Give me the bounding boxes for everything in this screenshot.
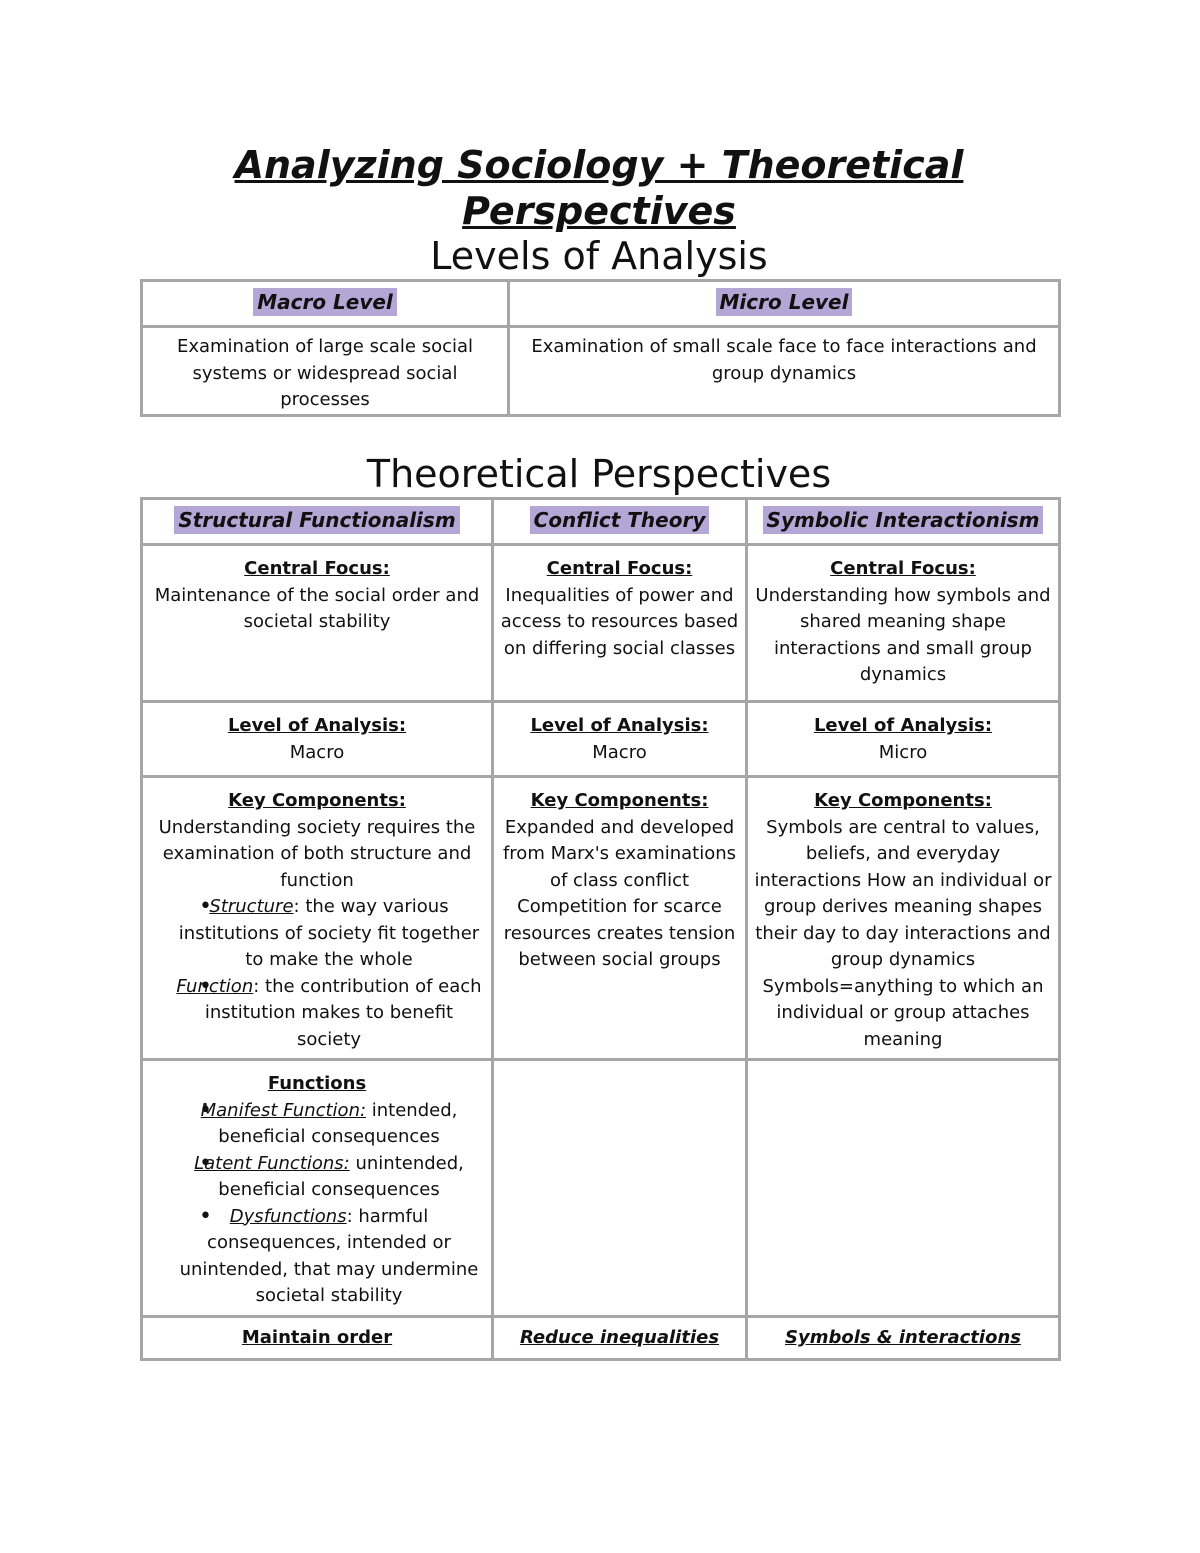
si-key-text: Symbols are central to values, beliefs, and everyday interactions How an individual or group derives meaning shapes their day to day interactions and group dynamics Symbols=anything to which an individual or group attaches meaning — [754, 816, 1052, 1050]
functions-list — [149, 1098, 485, 1310]
perspectives-heading: Theoretical Perspectives — [366, 452, 832, 496]
manifest-text: intended, beneficial consequences — [218, 1099, 458, 1147]
central-focus-label: Central Focus: — [244, 558, 390, 579]
sf-key-intro: Understanding society requires the examination of both structure and function — [158, 816, 476, 891]
si-level: Micro — [878, 741, 928, 763]
key-components-label: Key Components: — [228, 790, 406, 811]
si-central-focus-cell — [747, 545, 1060, 702]
ct-empty-cell — [493, 1060, 747, 1317]
sf-level-cell — [142, 702, 493, 777]
function-text: : the contribution of each institution makes to benefit society — [204, 975, 482, 1050]
document-title: Analyzing Sociology + Theoretical Perspectives — [234, 143, 964, 233]
micro-description: Examination of small scale face to face interactions and group dynamics — [509, 327, 1060, 416]
central-focus-label: Central Focus: — [546, 558, 693, 579]
macro-description: Examination of large scale social systems or widespread social processes — [142, 327, 509, 416]
level-label: Level of Analysis: — [813, 715, 993, 736]
si-key-components-cell — [747, 777, 1060, 1060]
levels-heading: Levels of Analysis — [430, 234, 768, 278]
structure-term: Structure — [209, 896, 294, 917]
key-components-label: Key Components: — [530, 790, 709, 811]
sf-key-list — [149, 894, 485, 1053]
dysfunction-text: : harmful consequences, intended or unintended, that may undermine societal stability — [179, 1205, 479, 1306]
si-header-cell — [747, 499, 1060, 545]
structure-list-item — [159, 894, 485, 974]
sf-level: Macro — [289, 741, 345, 763]
sf-functions-cell — [142, 1060, 493, 1317]
macro-header-cell — [142, 281, 509, 327]
functions-label: Functions — [267, 1073, 367, 1094]
theoretical-perspectives-table — [140, 497, 1061, 1361]
ct-key-text: Expanded and developed from Marx's examinations of class conflict Competition for scarce resources creates tension between social groups — [502, 816, 737, 970]
ct-summary: Reduce inequalities — [493, 1317, 747, 1360]
ct-central-focus: Inequalities of power and access to resources based on differing social classes — [500, 584, 739, 659]
sf-header-cell — [142, 499, 493, 545]
si-empty-cell — [747, 1060, 1060, 1317]
structural-functionalism-header: Structural Functionalism — [174, 506, 459, 534]
central-focus-label: Central Focus: — [830, 558, 976, 579]
latent-function-item — [159, 1151, 485, 1204]
conflict-theory-header: Conflict Theory — [530, 506, 710, 534]
sf-central-focus: Maintenance of the social order and societal stability — [154, 584, 480, 632]
latent-text: unintended, beneficial consequences — [218, 1152, 464, 1200]
key-components-label: Key Components: — [814, 790, 992, 811]
micro-header-cell — [509, 281, 1060, 327]
ct-level: Macro — [592, 741, 647, 763]
function-term: Function — [176, 975, 254, 997]
si-level-cell — [747, 702, 1060, 777]
latent-term: Latent Functions: — [194, 1152, 350, 1174]
structure-text: : the way various institutions of society fit together to make the whole — [178, 896, 480, 970]
function-list-item — [159, 974, 485, 1054]
sf-central-focus-cell — [142, 545, 493, 702]
sf-summary: Maintain order — [142, 1317, 493, 1360]
si-summary: Symbols & interactions — [747, 1317, 1060, 1360]
dysfunction-term: Dysfunctions — [229, 1205, 347, 1227]
ct-central-focus-cell — [493, 545, 747, 702]
levels-of-analysis-table — [140, 279, 1061, 417]
level-label: Level of Analysis: — [227, 715, 407, 736]
dysfunction-item — [159, 1204, 485, 1310]
micro-level-header: Micro Level — [716, 288, 853, 316]
manifest-function-item — [159, 1098, 485, 1151]
sf-key-components-cell — [142, 777, 493, 1060]
macro-level-header: Macro Level — [253, 288, 397, 316]
symbolic-interactionism-header: Symbolic Interactionism — [763, 506, 1044, 534]
level-label: Level of Analysis: — [530, 715, 709, 736]
ct-header-cell — [493, 499, 747, 545]
ct-key-components-cell — [493, 777, 747, 1060]
manifest-term: Manifest Function: — [200, 1099, 367, 1121]
si-central-focus: Understanding how symbols and shared meaning shape interactions and small group dynamics — [755, 584, 1051, 685]
ct-level-cell — [493, 702, 747, 777]
